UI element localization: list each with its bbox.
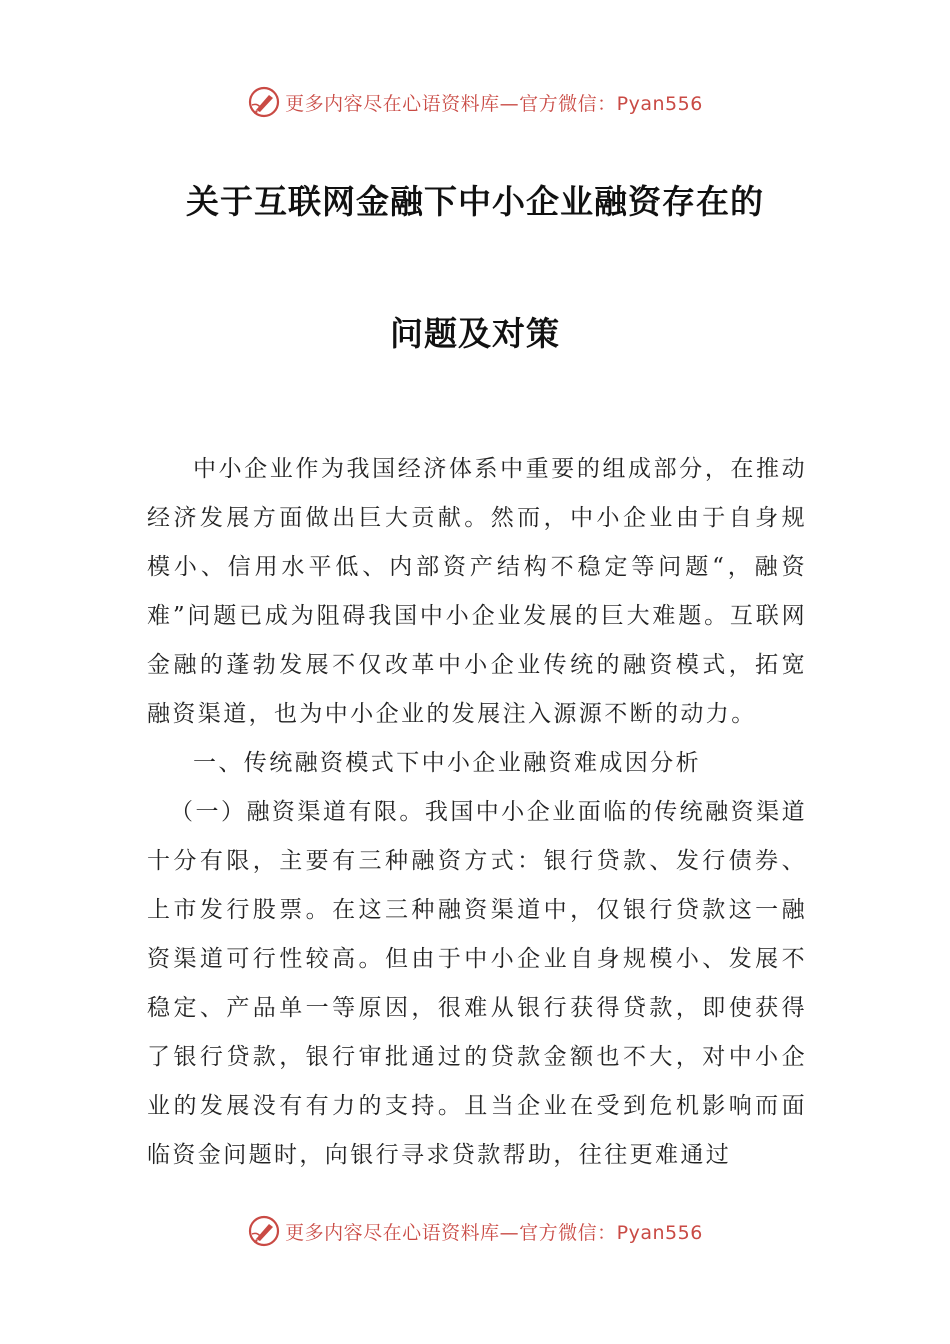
section-heading: 一、传统融资模式下中小企业融资难成因分析: [193, 750, 701, 776]
intro-paragraph: 中小企业作为我国经济体系中重要的组成部分，在推动经济发展方面做出巨大贡献。然而，中小企业由于自身规模小、信用水平低、内部资产结构不稳定等问题“，融资难”问题已成为阻碍我国中小企业发展的巨大难题。互联网金融的蓬勃发展不仅改革中小企业传统的融资模式，拓宽融资渠道，也为中小企业的发展注入源源不断的动力。: [147, 456, 807, 727]
subsection-paragraph: （一）融资渠道有限。我国中小企业面临的传统融资渠道十分有限，主要有三种融资方式：银行贷款、发行债券、上市发行股票。在这三种融资渠道中，仅银行贷款这一融资渠道可行性较高。但由于中小企业自身规模小、发展不稳定、产品单一等原因，很难从银行获得贷款，即使获得了银行贷款，银行审批通过的贷款金额也不大，对中小企业的发展没有有力的支持。且当企业在受到危机影响而面临资金问题时，向银行寻求贷款帮助，往往更难通过: [147, 799, 807, 1168]
header-watermark-banner: [0, 82, 950, 122]
document-body: [147, 445, 807, 1180]
footer-watermark-banner: [0, 1211, 950, 1251]
document-title-line-2: 问题及对策: [390, 314, 560, 353]
pen-logo-icon: [247, 85, 281, 119]
document-title-line-1: 关于互联网金融下中小企业融资存在的: [186, 182, 764, 221]
pen-logo-icon: [247, 1214, 281, 1248]
watermark-text: 更多内容尽在心语资料库—官方微信：Pyan556: [285, 1221, 703, 1244]
watermark-text: 更多内容尽在心语资料库—官方微信：Pyan556: [285, 92, 703, 115]
